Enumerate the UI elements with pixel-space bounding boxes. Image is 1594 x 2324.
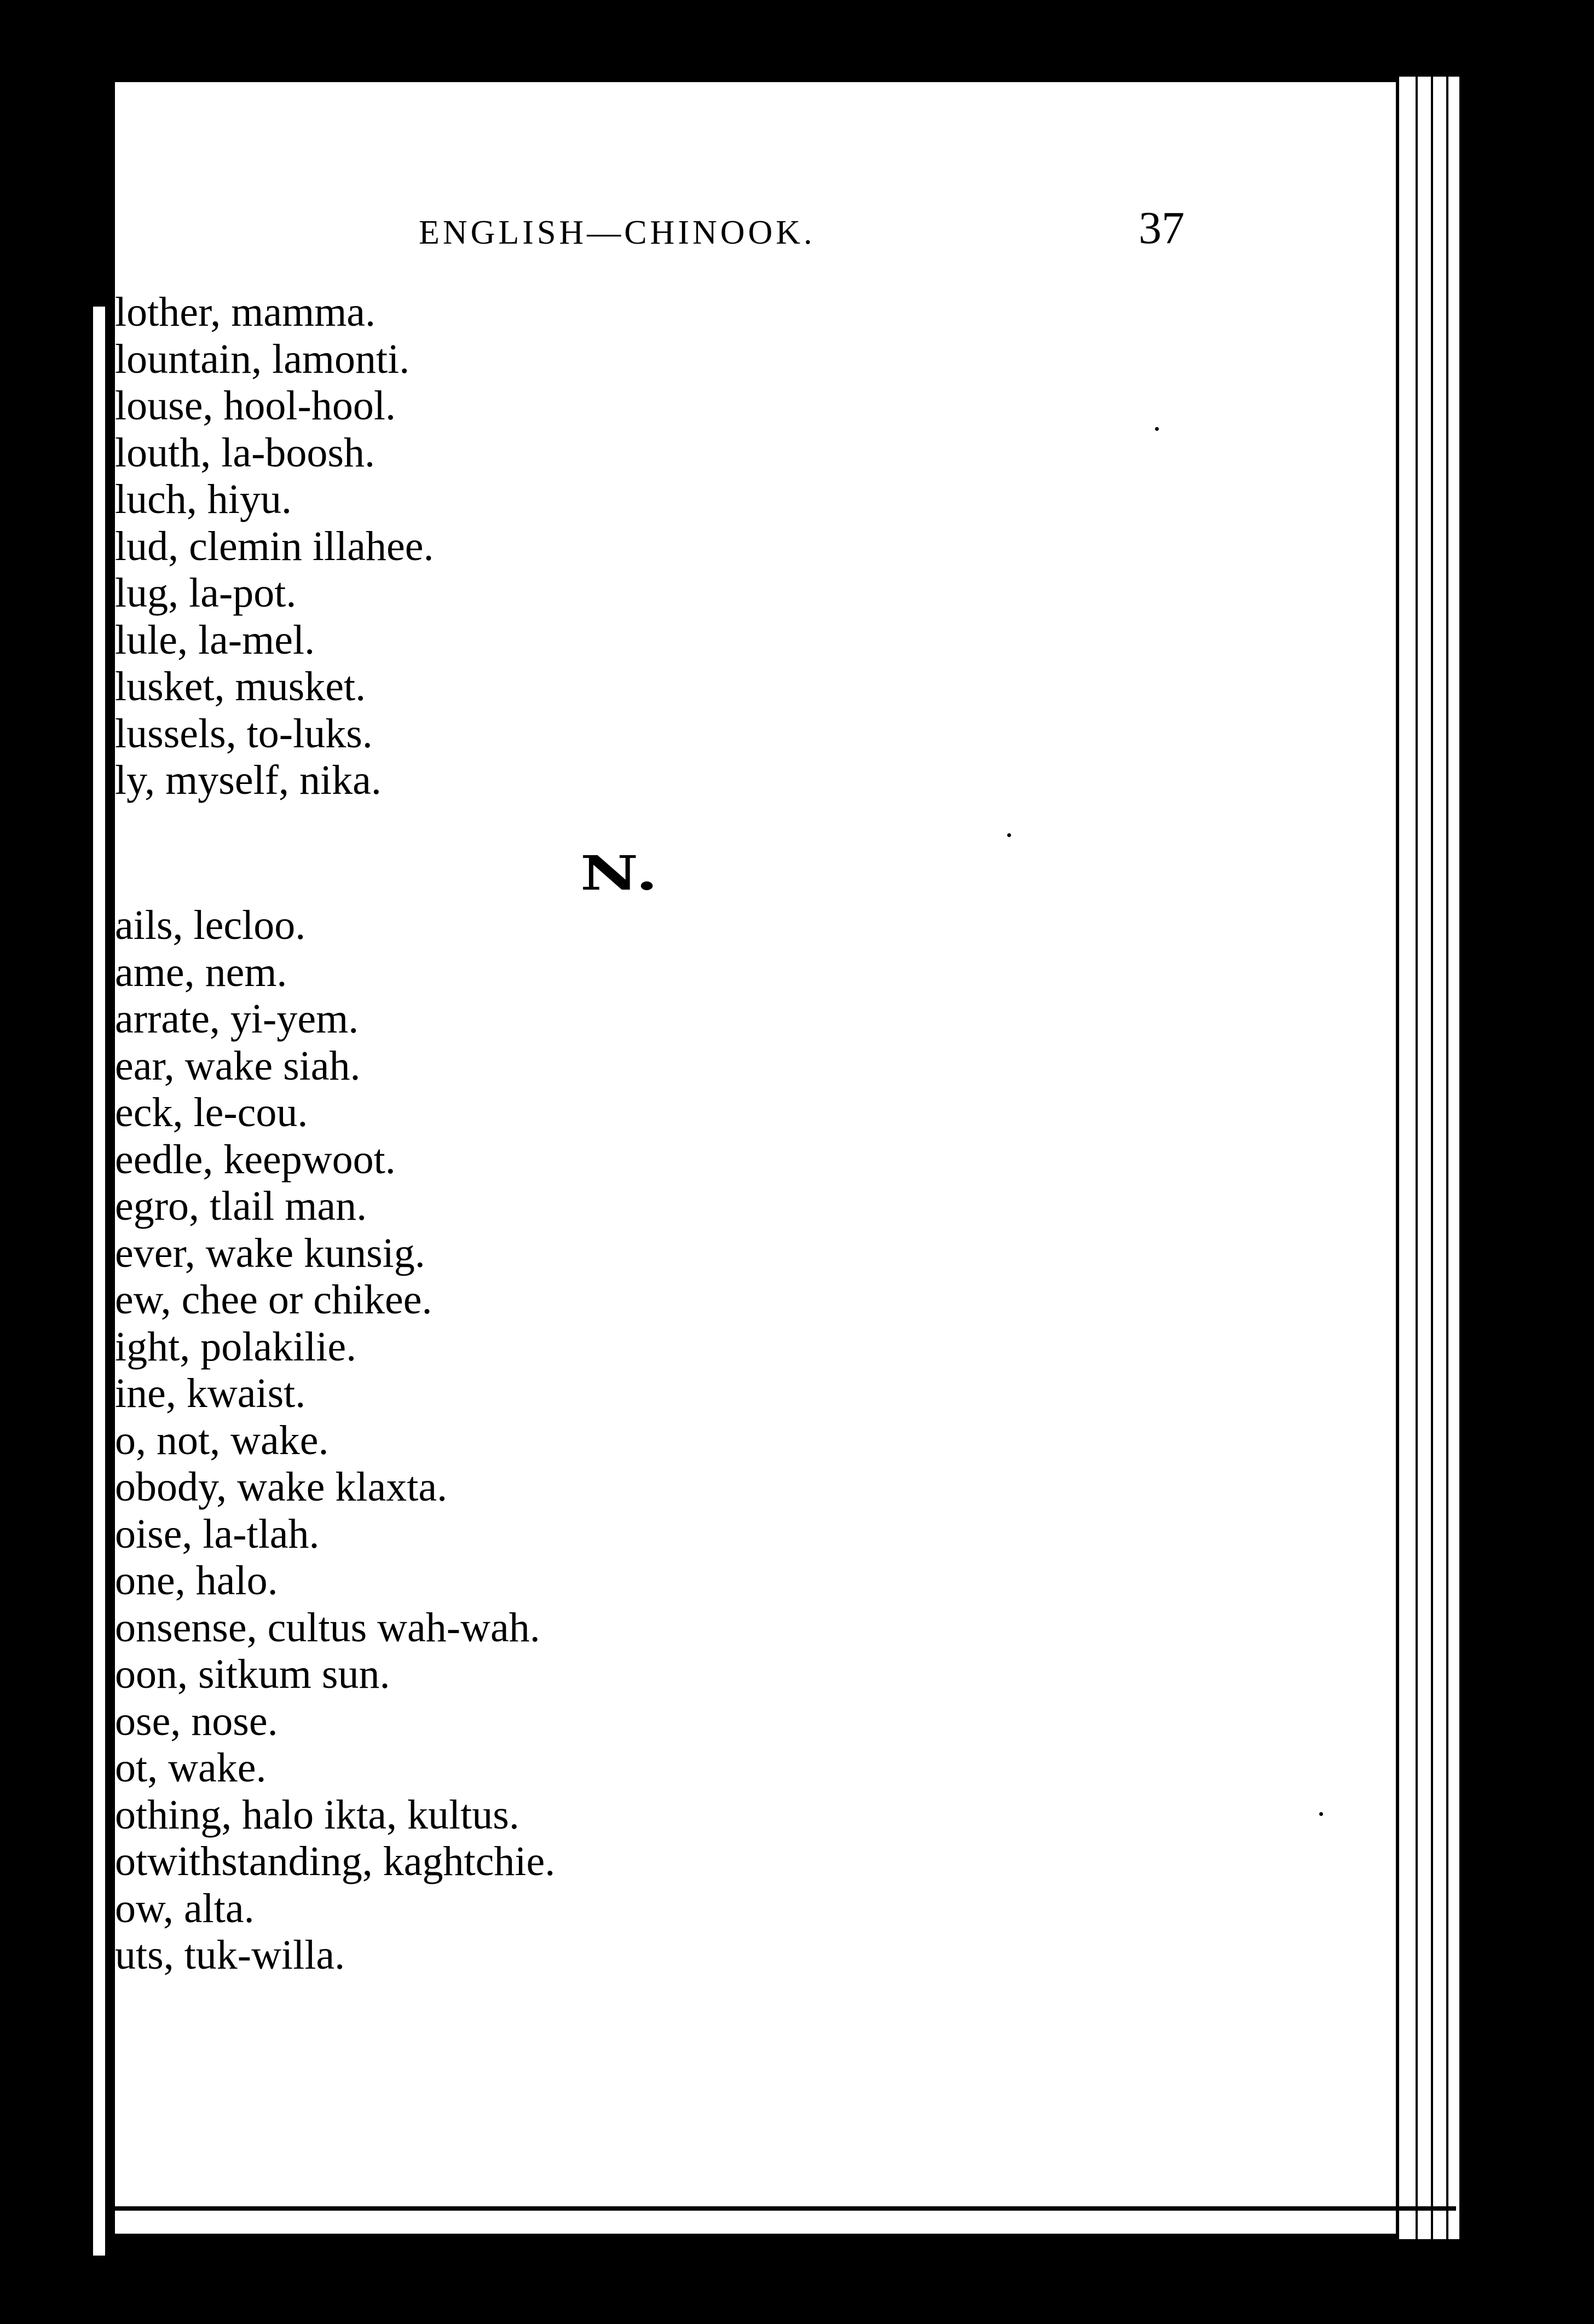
glossary-entry: lusket, musket. — [115, 664, 366, 710]
glossary-entry: luch, hiyu. — [115, 476, 292, 522]
glossary-entry: arrate, yi-yem. — [115, 996, 359, 1042]
page-number: 37 — [1139, 203, 1185, 253]
glossary-list-m — [115, 289, 434, 804]
section-heading-n: N. — [580, 846, 660, 901]
ink-speck — [1155, 427, 1159, 431]
glossary-entry: lule, la-mel. — [115, 616, 315, 663]
glossary-entry: lud, clemin illahee. — [115, 523, 434, 569]
glossary-entry: eck, le-cou. — [115, 1089, 308, 1135]
fore-edge-line — [1431, 77, 1433, 2239]
glossary-entry: lussels, to-luks. — [115, 710, 373, 757]
glossary-entry: egro, tlail man. — [115, 1183, 367, 1229]
glossary-entry: obody, wake klaxta. — [115, 1464, 448, 1510]
glossary-entry: ew, chee or chikee. — [115, 1277, 432, 1323]
glossary-entry: otwithstanding, kaghtchie. — [115, 1838, 556, 1884]
book-page — [115, 82, 1396, 2234]
glossary-entry: louth, la-boosh. — [115, 429, 375, 476]
glossary-entry: ot, wake. — [115, 1745, 267, 1791]
glossary-list-n — [115, 902, 555, 1979]
running-head: ENGLISH—CHINOOK. — [419, 214, 816, 251]
glossary-entry: o, not, wake. — [115, 1417, 329, 1463]
fore-edge-line — [1416, 77, 1418, 2239]
glossary-entry: oon, sitkum sun. — [115, 1651, 390, 1697]
glossary-entry: ight, polakilie. — [115, 1323, 357, 1370]
spine-edge-line — [93, 307, 105, 2256]
glossary-entry: ly, myself, nika. — [115, 757, 382, 803]
glossary-entry: louse, hool-hool. — [115, 383, 396, 429]
page-bottom-edge — [115, 2206, 1456, 2211]
glossary-entry: uts, tuk-willa. — [115, 1932, 345, 1978]
glossary-entry: one, halo. — [115, 1558, 278, 1604]
glossary-entry: ose, nose. — [115, 1698, 278, 1744]
glossary-entry: ame, nem. — [115, 949, 287, 995]
ink-speck — [1007, 833, 1011, 837]
glossary-entry: othing, halo ikta, kultus. — [115, 1791, 519, 1838]
glossary-entry: lountain, lamonti. — [115, 336, 410, 382]
page-fore-edge — [1396, 77, 1459, 2239]
fore-edge-line — [1446, 77, 1448, 2239]
glossary-entry: lug, la-pot. — [115, 570, 297, 616]
glossary-entry: ails, lecloo. — [115, 902, 306, 948]
glossary-entry: lother, mamma. — [115, 289, 376, 335]
glossary-entry: ear, wake siah. — [115, 1042, 361, 1089]
glossary-entry: ever, wake kunsig. — [115, 1230, 425, 1276]
glossary-entry: eedle, keepwoot. — [115, 1136, 396, 1183]
glossary-entry: oise, la-tlah. — [115, 1510, 320, 1557]
glossary-entry: ow, alta. — [115, 1885, 255, 1931]
ink-speck — [1319, 1812, 1323, 1816]
glossary-entry: ine, kwaist. — [115, 1370, 306, 1416]
glossary-entry: onsense, cultus wah-wah. — [115, 1604, 540, 1651]
